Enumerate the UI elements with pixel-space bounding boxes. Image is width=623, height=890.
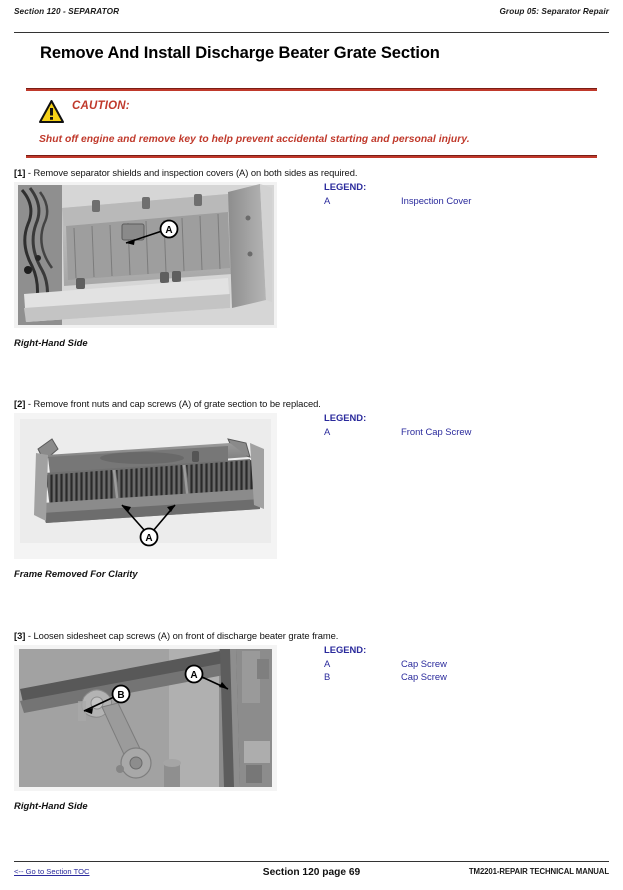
warning-triangle-icon	[39, 100, 64, 123]
separator-shield-photo	[14, 182, 277, 328]
caution-label: CAUTION:	[72, 100, 130, 112]
step-3-body	[14, 645, 609, 811]
footer-row	[14, 867, 609, 876]
step-1-body	[14, 182, 609, 348]
sidesheet-cap-screw-photo	[14, 645, 277, 791]
step-3-text: Loosen sidesheet cap screws (A) on front of discharge beater grate frame.	[33, 630, 339, 641]
step-3-caption: Right-Hand Side	[14, 800, 88, 811]
go-to-section-toc-link[interactable]: <-- Go to Section TOC	[14, 867, 90, 876]
step-1	[14, 167, 609, 348]
caution-header	[26, 91, 597, 125]
step-3-number: [3]	[14, 630, 26, 641]
svg-text:A: A	[145, 533, 153, 544]
step-2-legend	[324, 412, 471, 439]
step-2-body	[14, 413, 609, 579]
step-1-instruction	[14, 167, 609, 178]
caution-bottom-rule	[26, 155, 597, 158]
legend-key: A	[324, 195, 331, 206]
legend-title: LEGEND:	[324, 644, 367, 655]
step-3	[14, 630, 609, 811]
step-1-number: [1]	[14, 167, 26, 178]
step-1-figure	[14, 182, 277, 348]
svg-text:B: B	[117, 690, 125, 701]
legend-row	[324, 658, 447, 669]
legend-value: Cap Screw	[401, 671, 447, 682]
grate-section-photo	[14, 413, 277, 559]
header-divider	[14, 32, 609, 33]
step-2	[14, 398, 609, 579]
step-3-legend	[324, 644, 447, 684]
step-3-figure	[14, 645, 277, 811]
legend-value: Cap Screw	[401, 658, 447, 669]
step-3-instruction	[14, 630, 609, 641]
step-2-number: [2]	[14, 398, 26, 409]
legend-row	[324, 671, 447, 682]
step-2-separator: -	[27, 398, 31, 409]
step-2-instruction	[14, 398, 609, 409]
footer-manual-id: TM2201-REPAIR TECHNICAL MANUAL	[468, 867, 609, 876]
step-1-caption: Right-Hand Side	[14, 337, 88, 348]
legend-value: Front Cap Screw	[401, 426, 472, 437]
footer-page-number: Section 120 page 69	[262, 867, 361, 878]
page-header	[14, 0, 609, 33]
step-1-separator: -	[27, 167, 31, 178]
step-3-separator: -	[27, 630, 31, 641]
header-section-label: Section 120 - SEPARATOR	[14, 7, 120, 16]
svg-text:A: A	[165, 225, 173, 236]
page-title: Remove And Install Discharge Beater Grate Section	[40, 44, 440, 62]
caution-block	[26, 80, 597, 167]
legend-row	[324, 426, 471, 437]
step-1-legend	[324, 181, 471, 208]
step-1-text: Remove separator shields and inspection covers (A) on both sides as required.	[33, 167, 358, 178]
legend-key: A	[324, 426, 331, 437]
legend-row	[324, 195, 471, 206]
step-2-caption: Frame Removed For Clarity	[14, 568, 138, 579]
footer-divider	[14, 861, 609, 862]
header-group-label: Group 05: Separator Repair	[499, 7, 609, 16]
step-2-figure	[14, 413, 277, 579]
svg-text:A: A	[190, 670, 198, 681]
legend-title: LEGEND:	[324, 181, 367, 192]
legend-key: B	[324, 671, 331, 682]
page-footer	[14, 861, 609, 876]
legend-value: Inspection Cover	[401, 195, 472, 206]
legend-title: LEGEND:	[324, 412, 367, 423]
step-2-text: Remove front nuts and cap screws (A) of grate section to be replaced.	[33, 398, 321, 409]
legend-key: A	[324, 658, 331, 669]
caution-text: Shut off engine and remove key to help prevent accidental starting and personal injury.	[39, 134, 470, 145]
